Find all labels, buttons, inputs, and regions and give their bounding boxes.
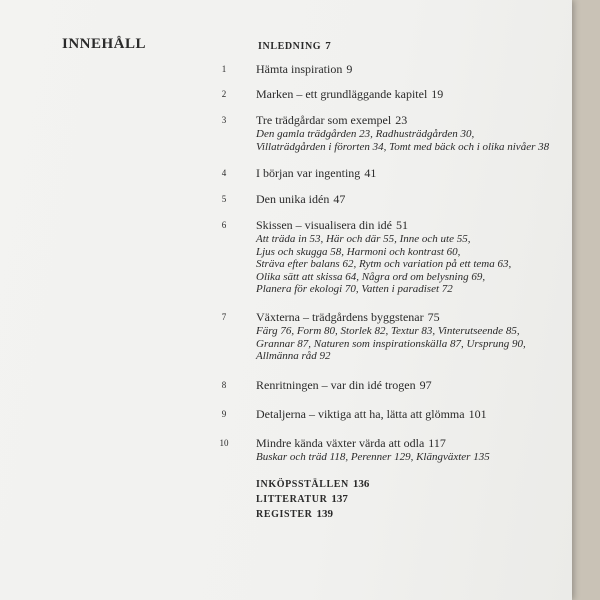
- chapter-title-text: Marken – ett grundläggande kapitel: [256, 87, 428, 101]
- chapter-number: 1: [221, 64, 227, 74]
- chapter-page-number: 23: [395, 113, 408, 127]
- chapter-subsections: [256, 233, 511, 296]
- chapter-title-text: Tre trädgårdar som exempel: [256, 113, 392, 127]
- chapter-title: [256, 87, 443, 102]
- chapter-page-number: 41: [364, 166, 377, 180]
- back-matter-list: [256, 478, 369, 523]
- chapter-number: 5: [221, 194, 227, 204]
- subsection-line: Sträva efter balans 62, Rytm och variation på ett tema 63,: [256, 258, 512, 270]
- chapter-title-text: Växterna – trädgårdens byggstenar: [256, 310, 424, 324]
- intro-label: INLEDNING: [258, 41, 322, 52]
- toc-heading: INNEHÅLL: [62, 36, 147, 52]
- chapter-title: [256, 166, 376, 181]
- subsection-line: Att träda in 53, Här och där 55, Inne och ute 55,: [256, 233, 471, 245]
- back-matter-label: INKÖPSSTÄLLEN: [256, 479, 349, 490]
- back-matter-entry: [256, 493, 369, 508]
- chapter-subsections: [256, 128, 549, 153]
- back-matter-page-number: 137: [331, 493, 348, 505]
- subsection-line: Buskar och träd 118, Perenner 129, Klängväxter 135: [256, 451, 490, 463]
- chapter-number: 4: [221, 168, 227, 178]
- chapter-number: 2: [221, 89, 227, 99]
- chapter-title: [256, 436, 446, 451]
- chapter-page-number: 101: [468, 407, 487, 421]
- chapter-title-text: Mindre kända växter värda att odla: [256, 436, 425, 450]
- chapter-title: [256, 113, 407, 128]
- chapter-page-number: 19: [431, 87, 444, 101]
- chapter-title-text: Den unika idén: [256, 192, 330, 206]
- subsection-line: Olika sätt att skissa 64, Några ord om belysning 69,: [256, 270, 486, 283]
- subsection-line: Ljus och skugga 58, Harmoni och kontrast 60,: [256, 245, 461, 258]
- subsection-line: Den gamla trädgården 23, Radhusträdgården 30,: [256, 128, 475, 140]
- chapter-number: 3: [221, 115, 227, 125]
- chapter-title: [256, 192, 345, 207]
- chapter-page-number: 9: [346, 62, 353, 76]
- back-matter-entry: [256, 508, 369, 523]
- chapter-number: 10: [219, 438, 229, 448]
- chapter-number: 8: [221, 380, 227, 390]
- chapter-page-number: 117: [428, 436, 446, 450]
- chapter-page-number: 97: [419, 378, 432, 392]
- chapter-title-text: I början var ingenting: [256, 166, 361, 180]
- chapter-page-number: 75: [427, 310, 440, 324]
- chapter-number: 6: [221, 220, 227, 230]
- intro-page-number: 7: [325, 40, 331, 52]
- chapter-title: [256, 218, 408, 233]
- chapter-title-text: Skissen – visualisera din idé: [256, 218, 392, 232]
- back-matter-page-number: 139: [316, 508, 333, 520]
- subsection-line: Villaträdgården i förorten 34, Tomt med bäck och i olika nivåer 38: [256, 140, 550, 153]
- chapter-title: [256, 62, 352, 77]
- chapter-title: [256, 407, 487, 422]
- chapter-title-text: Detaljerna – viktiga att ha, lätta att glömma: [256, 407, 465, 421]
- back-matter-entry: [256, 478, 369, 493]
- subsection-line: Färg 76, Form 80, Storlek 82, Textur 83, Vinterutseende 85,: [256, 325, 520, 337]
- chapter-subsections: [256, 451, 490, 464]
- toc-intro-entry: [258, 40, 331, 52]
- back-matter-label: LITTERATUR: [256, 494, 328, 505]
- chapter-number: 9: [221, 409, 227, 419]
- chapter-title-text: Renritningen – var din idé trogen: [256, 378, 416, 392]
- chapter-title-text: Hämta inspiration: [256, 62, 343, 76]
- chapter-number: 7: [221, 312, 227, 322]
- back-matter-page-number: 136: [352, 478, 370, 490]
- subsection-line: Grannar 87, Naturen som inspirationskälla 87, Ursprung 90,: [256, 337, 526, 350]
- chapter-title: [256, 378, 432, 393]
- chapter-page-number: 51: [395, 218, 408, 232]
- chapter-title: [256, 310, 440, 325]
- chapter-page-number: 47: [333, 192, 346, 206]
- back-matter-label: REGISTER: [256, 509, 313, 520]
- subsection-line: Allmänna råd 92: [256, 350, 331, 362]
- chapter-subsections: [256, 325, 526, 363]
- subsection-line: Planera för ekologi 70, Vatten i paradiset 72: [256, 283, 453, 295]
